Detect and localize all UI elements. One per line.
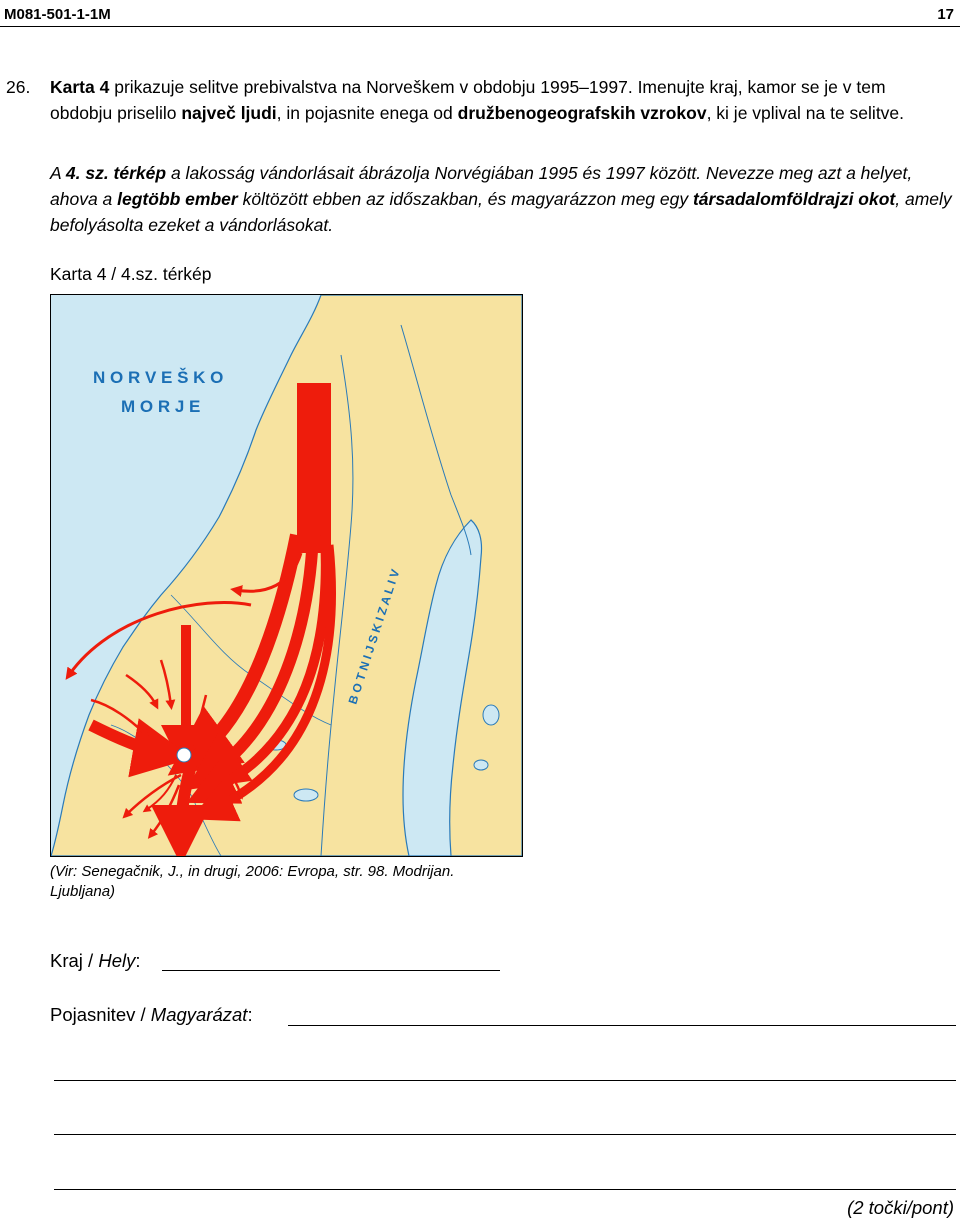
points-label: (2 točki/pont) xyxy=(847,1197,954,1218)
map-title: Karta 4 / 4.sz. térkép xyxy=(50,264,212,284)
page-header xyxy=(0,0,960,27)
gulf-of-bothnia-label: B O T N I J S K I Z A L I V xyxy=(345,567,403,706)
norwegian-sea-label: N O R V E Š K O xyxy=(93,368,224,387)
explanation-answer-line[interactable] xyxy=(54,1189,956,1190)
lake xyxy=(294,789,318,801)
place-answer-line[interactable] xyxy=(162,970,500,971)
lake xyxy=(474,760,488,770)
migration-map xyxy=(50,294,523,857)
map-source: (Vir: Senegačnik, J., in drugi, 2006: Evropa, str. 98. Modrijan. Ljubljana) xyxy=(50,863,455,900)
lake xyxy=(483,705,499,725)
oslo-marker xyxy=(177,748,191,762)
explanation-answer-line[interactable] xyxy=(54,1080,956,1081)
exam-code: M081-501-1-1M xyxy=(4,6,111,23)
page-number: 17 xyxy=(937,6,954,23)
question-number: 26. xyxy=(6,77,31,97)
place-label: Kraj / Hely: xyxy=(50,950,141,971)
question-text-slovene: Karta 4 prikazuje selitve prebivalstva na Norveškem v obdobju 1995–1997. Imenujte kraj, kamor se je v tem obdobju priselilo največ ljudi, in pojasnite enega od družbenogeografskih vzrokov, ki je vplival na te selitve. xyxy=(50,77,905,123)
question-text-hungarian: A 4. sz. térkép a lakosság vándorlásait ábrázolja Norvégiában 1995 és 1997 között. Nevezze meg azt a helyet, ahova a legtöbb ember költözött ebben az időszakban, és magyarázzon meg egy társadalomföldrajzi okot, amely befolyásolta ezeket a vándorlásokat. xyxy=(50,163,952,235)
main-arrow-trunk xyxy=(297,383,331,553)
explanation-label: Pojasnitev / Magyarázat: xyxy=(50,1004,253,1025)
norwegian-sea-label-2: M O R J E xyxy=(121,397,201,416)
explanation-answer-line[interactable] xyxy=(54,1134,956,1135)
explanation-answer-line[interactable] xyxy=(288,1025,956,1026)
